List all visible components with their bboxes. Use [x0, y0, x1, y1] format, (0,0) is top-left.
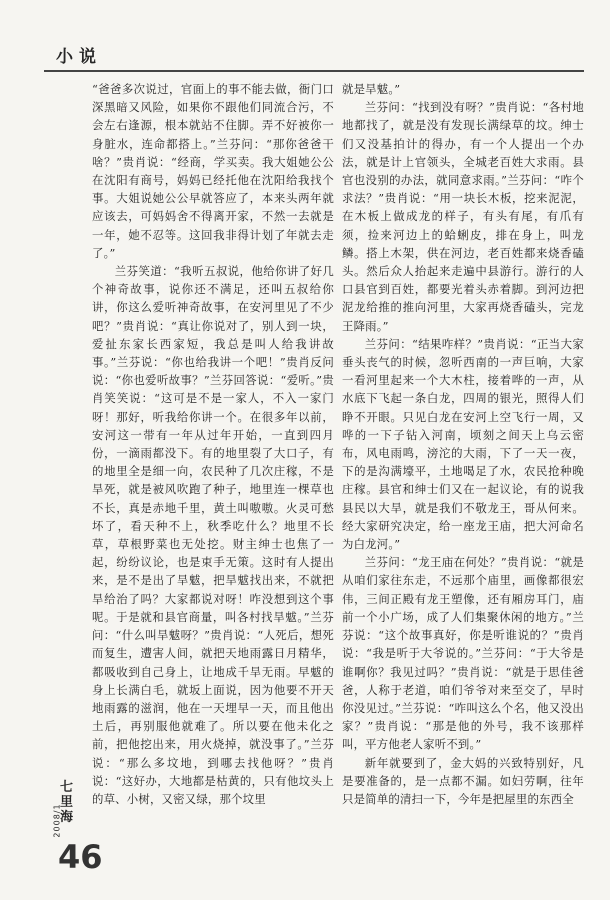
left-column	[92, 80, 334, 808]
section-label: 小说	[56, 47, 102, 67]
header-rule	[44, 70, 584, 72]
paragraph: “爸爸多次说过，官面上的事不能去做，衙门口深黑暗又风险，如果你不跟他们同流合污，不会左右逢源，根本就站不住脚。弄不好被你一身脏水，连命都搭上。”兰芬问：“那你爸爸干啥？”贵肖说：“经商，学买卖。我大姐她公公在沈阳有商号，妈妈已经托他在沈阳给我找个事。大姐说她公公早就答应了，本来头两年就应该去，可妈妈舍不得离开家，不然一去就是一年，她不忍等。这回我非得计划了年就去走了。”	[92, 82, 334, 260]
paragraph: 兰芬问：“找到没有呀？”贵肖说：“各村地地都找了，就是没有发现长满绿草的坟。绅士们又没基拍计的得办，有一个人提出一个办法，就是计上官领头，全城老百姓大求雨。县官也没别的办法，就同意求雨。”兰芬问：“咋个求法？”贵肖说：“用一块长木板，挖来泥泥，在木板上做成龙的样子，有头有尾，有爪有须，捡来河边上的蛤蜊皮，排在身上，叫龙鳞。搭上木架，供在河边，老百姓都来烧香磕头。然后众人抬起来走遍中县游行。游行的人口县官到百姓，都要光着头赤着脚。到河边把泥龙给推的推向河里，大家再烧香磕头，完龙王降雨。”	[342, 100, 584, 333]
magazine-name: 七里海	[60, 780, 74, 825]
right-column	[342, 80, 584, 808]
paragraph: 就是旱魃。”	[342, 82, 401, 96]
paragraph: 兰芬问：“结果咋样？”贵肖说：“正当大家垂头丧气的时候，忽听西南的一声巨响，大家一看河里起来一个大木柱，接着哗的一声，从水底下飞起一条白龙，四周的银光，照得人们睁不开眼。只见白龙在安河上空飞行一周，又哗的一下子钻入河南，顷刻之间天上乌云密布，风电雨鸣，滂沱的大雨，下了一天一夜，下的是沟满壕平，土地喝足了水，农民抢种晚庄稼。县官和绅士们又在一起议论，有的说我县民以大旱，就是我们不敬龙王，哥从何来。经大家研究决定，给一座龙王庙，把大河命名为白龙河。”	[342, 336, 584, 552]
paragraph: 兰芬笑道：“我听五叔说，他给你讲了好几个神奇故事，说你还不满足，还叫五叔给你讲，你这么爱听神奇故事，在安河里见了不少吧？”贵肖说：“真让你说对了，别人到一块，爱扯东家长西家短，我总是叫人给我讲故事。”兰芬说：“你也给我讲一个吧！”贵肖反问说：“你也爱听故事？”兰芬回答说：“爱听。”贵肖笑笑说：“这可是不是一家人，不入一家门呀！那好，听我给你讲一个。在很多年以前，安河这一带有一年从过年开始，一直到四月份，一滴雨都没下。有的地里裂了大口子，有的地里全是细一向，农民种了几次庄稼，不是旱死，就是被风吹跑了种子，地里连一棵草也不长，真是赤地千里，黄土叫嗷嗷。火灵可愁坏了，看天种不上，秋季吃什么？地里不长草，草根野菜也无处挖。财主绅士也焦了一起，纷纷议论，也是束手无策。这时有人提出来，是不是出了旱魃，把旱魃找出来，不就把旱给治了吗？大家都说对呀！咋没想到这个事呢。于是就和县官商量，叫各村找旱魃。”兰芬问：“什么叫旱魃呀？”贵肖说：“人死后，想死而复生，遭害人间，就把天地雨露日月精华，都吸收到自己身上，让地成千旱无雨。早魃的身上长满白毛，就坂上面说，因为他要不开天地雨露的滋润，他在一天埋早一天，而且他出土后，再别服他就难了。所以要在他未化之前，把他挖出来，用火烧掉，就没事了。”兰芬说：“那么多坟地，到哪去找他呀？”贵肖说：“这好办，大地都是枯黄的，只有他坟头上的草、小树，又密又绿，那个坟里	[92, 264, 334, 806]
paragraph: 新年就要到了，金大妈的兴致特别好，凡是要准备的，是一点都不漏。如妇劳啊，往年只是简单的清扫一下，今年是把屋里的东西全	[342, 755, 584, 806]
issue-label: 2008/1	[52, 803, 62, 838]
page-number: 46	[58, 838, 103, 876]
paragraph: 兰芬问：“龙王庙在何处？”贵肖说：“就是从咱们家往东走，不远那个庙里，画像都很宏伟，三间正殿有龙王塑像，还有厢房耳门，庙前一个小广场，成了人们集聚休闲的地方。”兰芬说：“这个故事真好，你是听谁说的？”贵肖说：“我是听于大爷说的。”兰芬问：“于大爷是谁啊你？我见过吗？”贵肖说：“就是于思佳爸爸，人称于老道，咱们爷爷对来至交了，早时你没见过。”兰芬说：“咋叫这么个名，他又没出家？”贵肖说：“那是他的外号，我不该那样叫，平方他老人家听不到。”	[342, 555, 584, 752]
